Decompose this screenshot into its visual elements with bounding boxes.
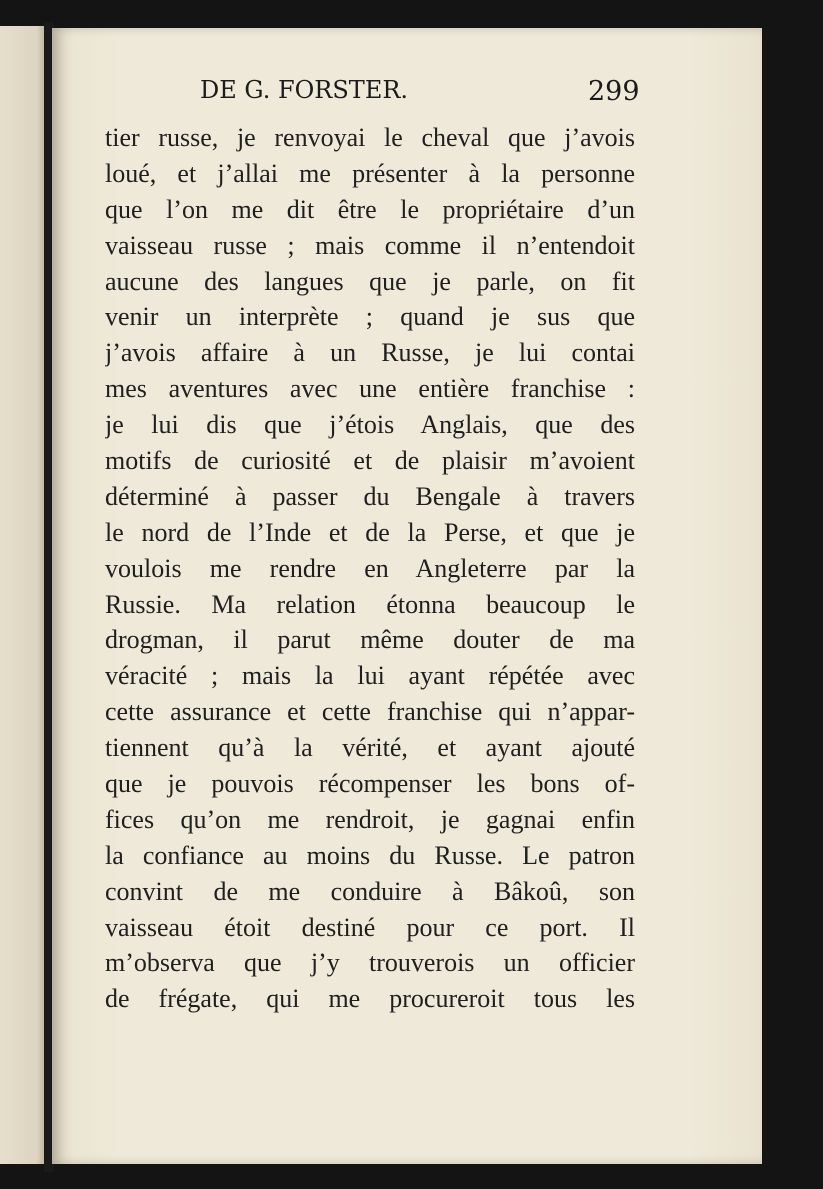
text-line: tiennent qu’à la vérité, et ayant ajouté (105, 733, 635, 763)
text-line: j’avois affaire à un Russe, je lui contai (105, 338, 635, 368)
text-line: vaisseau étoit destiné pour ce port. Il (105, 912, 635, 942)
text-line: je lui dis que j’étois Anglais, que des (105, 410, 635, 440)
running-head: DE G. FORSTER. (200, 76, 409, 104)
text-line: aucune des langues que je parle, on fit (105, 266, 635, 296)
text-line: de frégate, qui me procureroit tous les (105, 984, 635, 1014)
text-line: la confiance au moins du Russe. Le patron (105, 840, 635, 870)
text-line: drogman, il parut même douter de ma (105, 625, 635, 655)
body-text (105, 120, 635, 1017)
text-line: voulois me rendre en Angleterre par la (105, 553, 635, 583)
text-line: loué, et j’allai me présenter à la personne (105, 158, 635, 188)
page-number: 299 (588, 76, 640, 107)
text-line: m’observa que j’y trouverois un officier (105, 948, 635, 978)
text-line: véracité ; mais la lui ayant répétée avec (105, 661, 635, 691)
text-line: mes aventures avec une entière franchise : (105, 374, 635, 404)
text-line: que l’on me dit être le propriétaire d’un (105, 194, 635, 224)
text-line: cette assurance et cette franchise qui n’appar- (105, 697, 635, 727)
text-line: convint de me conduire à Bâkoû, son (105, 876, 635, 906)
text-line: vaisseau russe ; mais comme il n’entendoit (105, 230, 635, 260)
text-line: fices qu’on me rendroit, je gagnai enfin (105, 804, 635, 834)
text-line: le nord de l’Inde et de la Perse, et que je (105, 517, 635, 547)
text-line: déterminé à passer du Bengale à travers (105, 481, 635, 511)
text-line: Russie. Ma relation étonna beaucoup le (105, 589, 635, 619)
text-line: tier russe, je renvoyai le cheval que j’avois (105, 123, 635, 152)
page-header (200, 76, 660, 116)
text-line: que je pouvois récompenser les bons of- (105, 769, 635, 799)
text-line: venir un interprète ; quand je sus que (105, 302, 635, 332)
facing-page-edge (0, 26, 46, 1164)
text-line: motifs de curiosité et de plaisir m’avoient (105, 446, 635, 476)
